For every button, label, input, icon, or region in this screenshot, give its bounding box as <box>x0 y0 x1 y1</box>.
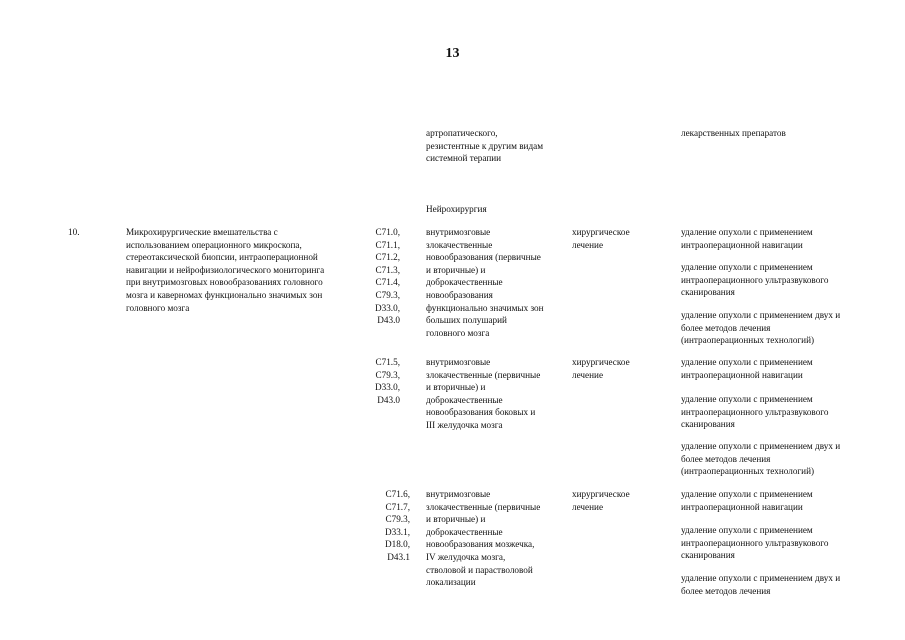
text-line: и вторичные) и <box>426 514 486 525</box>
text-line: интраоперационного ультразвукового <box>681 274 829 285</box>
method-3-3 <box>681 572 840 597</box>
method-1-2 <box>681 261 828 299</box>
diagnosis-group-3 <box>426 488 540 589</box>
text-line: интраоперационного ультразвукового <box>681 406 829 417</box>
text-line: внутримозговые <box>426 357 491 367</box>
text-line: (интраоперационных технологий) <box>681 466 815 477</box>
text-line: при внутримозговых новообразованиях головного <box>126 277 323 288</box>
text-line: сканирования <box>681 550 735 561</box>
text-line: артропатического, <box>426 128 498 138</box>
text-line: удаление опухоли с применением двух и <box>681 441 841 451</box>
icd-codes-group-3 <box>366 488 410 564</box>
text-line: интраоперационной навигации <box>681 239 803 250</box>
text-line: головного мозга <box>126 302 190 313</box>
icd-code: C71.1, <box>375 239 400 250</box>
text-line: более методов лечения <box>681 322 771 333</box>
method-2-1 <box>681 356 813 381</box>
icd-code: C71.7, <box>385 501 410 512</box>
icd-code: D33.1, <box>384 526 410 537</box>
text-line: функционально значимых зон <box>426 302 544 313</box>
text-line: лечение <box>572 239 604 250</box>
text-line: интраоперационного ультразвукового <box>681 537 829 548</box>
text-line: стволовой и парастволовой <box>426 564 533 575</box>
section-title: Нейрохирургия <box>426 204 487 214</box>
text-line: сканирования <box>681 419 735 430</box>
icd-code: C79.3, <box>375 289 400 300</box>
text-line: внутримозговые <box>426 489 491 499</box>
row-number: 10. <box>68 227 80 237</box>
method-1-3 <box>681 309 840 347</box>
icd-codes-group-1 <box>356 226 400 327</box>
text-line: мозга и каверномах функционально значимых зон <box>126 289 323 300</box>
treatment-type-group-1 <box>572 226 630 251</box>
text-line: злокачественные <box>426 239 493 250</box>
icd-codes-group-2 <box>356 356 400 406</box>
text-line: больших полушарий <box>426 315 507 326</box>
icd-code: D43.1 <box>387 551 410 562</box>
method-1-1 <box>681 226 813 251</box>
text-line: злокачественные (первичные <box>426 501 541 512</box>
text-line: интраоперационной навигации <box>681 369 803 380</box>
text-line: и вторичные) и <box>426 382 486 393</box>
treatment-type-group-3 <box>572 488 630 513</box>
treatment-type-group-2 <box>572 356 630 381</box>
text-line: удаление опухоли с применением <box>681 357 813 367</box>
text-line: удаление опухоли с применением <box>681 262 813 272</box>
icd-code: D43.0 <box>377 315 400 326</box>
text-line: резистентные к другим видам <box>426 140 544 151</box>
text-line: хирургическое <box>572 227 630 237</box>
diagnosis-group-2 <box>426 356 540 432</box>
icd-code: C79.3, <box>385 514 410 525</box>
text-line: новообразования боковых и <box>426 407 536 418</box>
text-line: удаление опухоли с применением <box>681 394 813 404</box>
text-line: IV желудочка мозга, <box>426 551 506 562</box>
icd-code: C71.6, <box>385 489 410 499</box>
text-line: системной терапии <box>426 153 502 164</box>
text-line: более методов лечения <box>681 585 771 596</box>
method-2-2 <box>681 393 828 431</box>
diagnosis-group-1 <box>426 226 544 339</box>
page-number: 13 <box>445 46 460 61</box>
icd-code: D43.0 <box>377 394 400 405</box>
text-line: удаление опухоли с применением двух и <box>681 310 841 320</box>
icd-code: D33.0, <box>374 382 400 393</box>
text-line: удаление опухоли с применением <box>681 525 813 535</box>
text-line: удаление опухоли с применением <box>681 489 813 499</box>
icd-code: C71.0, <box>375 227 400 237</box>
continued-description <box>426 127 543 165</box>
text-line: локализации <box>426 577 476 588</box>
text-line: навигации и нейрофизиологического мониторинга <box>126 264 325 275</box>
text-line: лечение <box>572 369 604 380</box>
text-line: (интраоперационных технологий) <box>681 335 815 346</box>
text-line: более методов лечения <box>681 453 771 464</box>
method-3-1 <box>681 488 813 513</box>
intervention-name <box>126 226 324 314</box>
text-line: доброкачественные <box>426 394 503 405</box>
text-line: лечение <box>572 501 604 512</box>
method-2-3 <box>681 440 840 478</box>
icd-code: D18.0, <box>384 539 410 550</box>
text-line: новообразования (первичные <box>426 252 541 263</box>
text-line: и вторичные) и <box>426 264 486 275</box>
text-line: злокачественные (первичные <box>426 369 541 380</box>
text-line: стереотаксической биопсии, интраоперационной <box>126 252 318 263</box>
text-line: удаление опухоли с применением двух и <box>681 573 841 583</box>
method-3-2 <box>681 524 828 562</box>
icd-code: D33.0, <box>374 302 400 313</box>
text-line: хирургическое <box>572 489 630 499</box>
icd-code: C79.3, <box>375 369 400 380</box>
text-line: доброкачественные <box>426 526 503 537</box>
text-line: сканирования <box>681 287 735 298</box>
text-line: интраоперационной навигации <box>681 501 803 512</box>
text-line: лекарственных препаратов <box>681 128 786 138</box>
text-line: новообразования мозжечка, <box>426 539 535 550</box>
text-line: внутримозговые <box>426 227 491 237</box>
text-line: новообразования <box>426 289 493 300</box>
text-line: Микрохирургические вмешательства с <box>126 227 278 237</box>
icd-code: C71.2, <box>375 252 400 263</box>
icd-code: C71.5, <box>375 357 400 367</box>
continued-method <box>681 127 786 140</box>
icd-code: C71.4, <box>375 277 400 288</box>
icd-code: C71.3, <box>375 264 400 275</box>
text-line: использованием операционного микроскопа, <box>126 239 302 250</box>
text-line: головного мозга <box>426 327 490 338</box>
text-line: хирургическое <box>572 357 630 367</box>
text-line: доброкачественные <box>426 277 503 288</box>
text-line: III желудочка мозга <box>426 419 503 430</box>
text-line: удаление опухоли с применением <box>681 227 813 237</box>
